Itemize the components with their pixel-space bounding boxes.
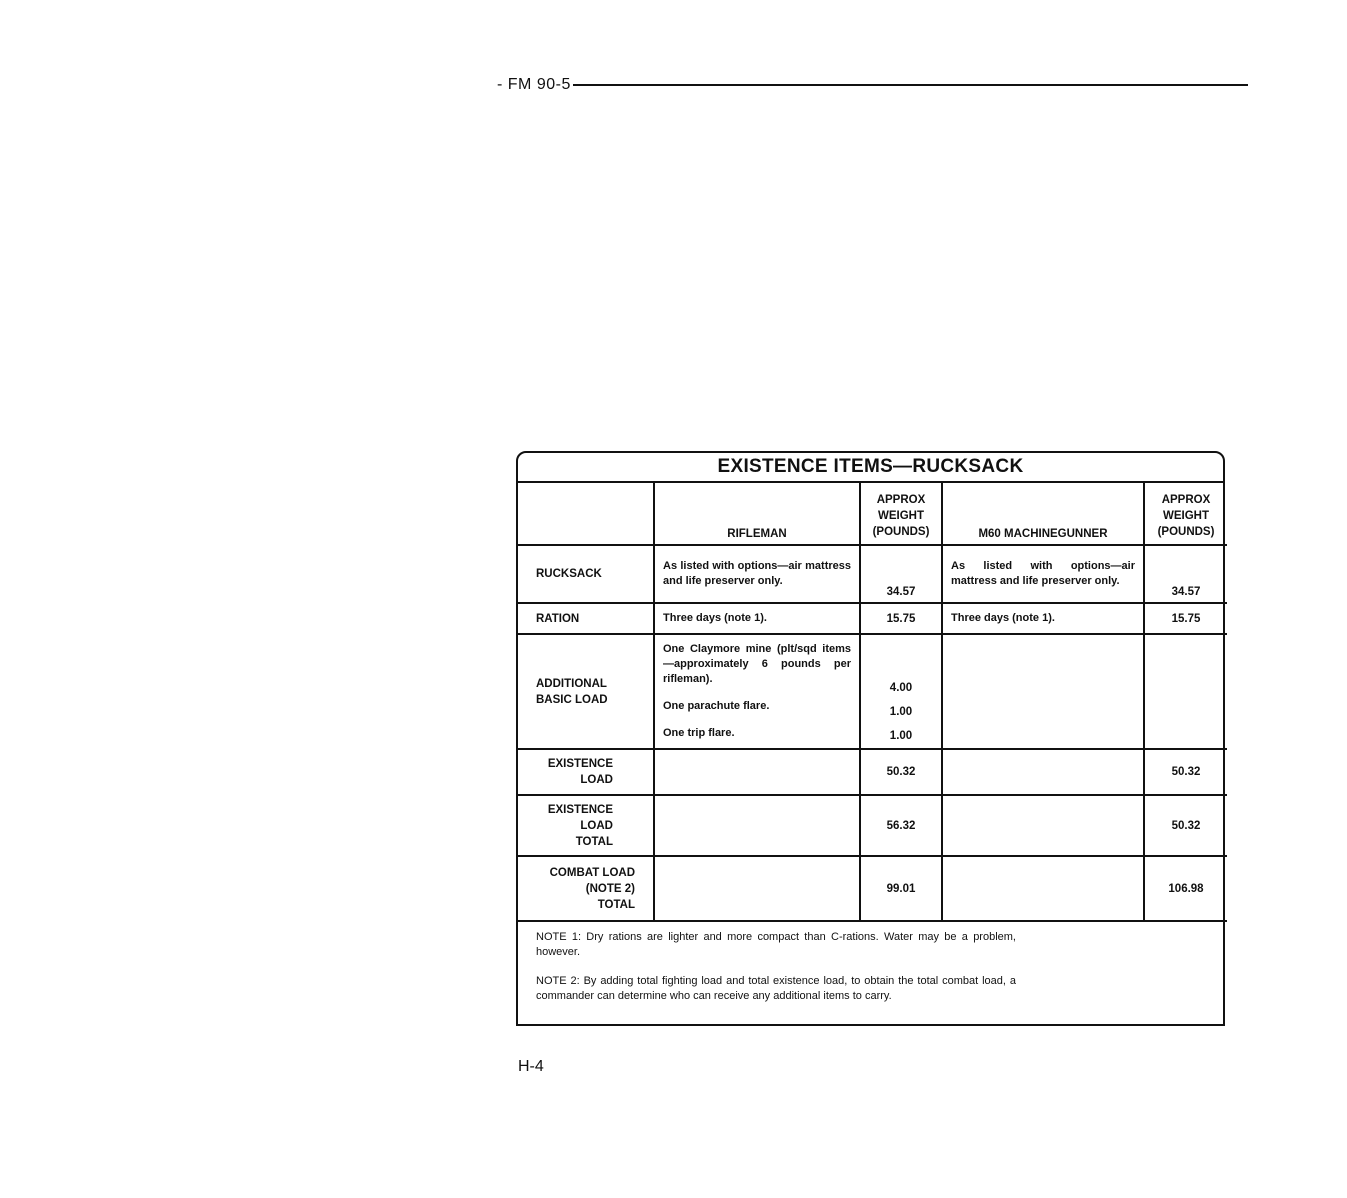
table-row	[518, 603, 1227, 634]
note-1: NOTE 1: Dry rations are lighter and more compact than C-rations. Water may be a problem, however.	[536, 931, 1016, 958]
additional-item-1-weight: 4.00	[889, 682, 913, 694]
ration-rifleman-desc: Three days (note 1).	[654, 603, 860, 634]
existence-load-gunner-weight: 50.32	[1144, 749, 1227, 795]
row-label-rucksack: RUCKSACK	[518, 545, 654, 603]
additional-item-3-desc: One trip flare.	[663, 727, 735, 739]
existence-total-rifleman-desc	[654, 795, 860, 856]
gunner-header: M60 MACHINEGUNNER	[942, 483, 1144, 545]
rucksack-rifleman-weight: 34.57	[860, 545, 942, 603]
table-notes	[518, 922, 1034, 1010]
ration-gunner-weight: 15.75	[1144, 603, 1227, 634]
table-row	[518, 749, 1227, 795]
existence-total-gunner-desc	[942, 795, 1144, 856]
existence-load-rifleman-weight: 50.32	[860, 749, 942, 795]
combat-load-rifleman-desc	[654, 856, 860, 921]
additional-item-2-weight: 1.00	[889, 706, 913, 718]
existence-load-gunner-desc	[942, 749, 1144, 795]
note-2: NOTE 2: By adding total fighting load and total existence load, to obtain the total combat load, a commander can determine who can receive any additional items to carry.	[536, 975, 1016, 1002]
row-label-ration: RATION	[518, 603, 654, 634]
row-label-existence-load: EXISTENCE LOAD	[518, 749, 654, 795]
existence-total-rifleman-weight: 56.32	[860, 795, 942, 856]
row-label-additional: ADDITIONAL BASIC LOAD	[518, 634, 654, 749]
weight-header-gunner: APPROX WEIGHT (POUNDS)	[1144, 483, 1227, 545]
page-number: H-4	[518, 1058, 544, 1075]
additional-item-3-weight: 1.00	[889, 730, 913, 742]
combat-load-rifleman-weight: 99.01	[860, 856, 942, 921]
combat-load-gunner-weight: 106.98	[1144, 856, 1227, 921]
additional-rifleman-desc	[654, 634, 860, 749]
additional-rifleman-weights	[860, 634, 942, 749]
page-header	[497, 75, 1248, 95]
additional-gunner-desc	[942, 634, 1144, 749]
existence-load-rifleman-desc	[654, 749, 860, 795]
row-label-existence-load-total: EXISTENCE LOAD TOTAL	[518, 795, 654, 856]
weight-header-rifleman: APPROX WEIGHT (POUNDS)	[860, 483, 942, 545]
table-grid	[518, 483, 1227, 922]
additional-item-2-desc: One parachute flare.	[663, 700, 770, 712]
table-header-row	[518, 483, 1227, 545]
ration-gunner-desc: Three days (note 1).	[942, 603, 1144, 634]
table-row	[518, 795, 1227, 856]
table-row	[518, 545, 1227, 603]
table-row	[518, 856, 1227, 921]
rucksack-gunner-desc: As listed with options—air mattress and life preserver only.	[942, 545, 1144, 603]
document-id: - FM 90-5	[497, 76, 571, 93]
additional-gunner-weight	[1144, 634, 1227, 749]
additional-item-1-desc: One Claymore mine (plt/sqd items—approximately 6 pounds per rifleman).	[663, 643, 851, 685]
rifleman-header: RIFLEMAN	[654, 483, 860, 545]
existence-total-gunner-weight: 50.32	[1144, 795, 1227, 856]
header-rule	[573, 84, 1248, 86]
table-row	[518, 634, 1227, 749]
table-title: EXISTENCE ITEMS—RUCKSACK	[518, 453, 1223, 483]
existence-items-table	[516, 451, 1225, 1026]
combat-load-gunner-desc	[942, 856, 1144, 921]
ration-rifleman-weight: 15.75	[860, 603, 942, 634]
rucksack-gunner-weight: 34.57	[1144, 545, 1227, 603]
rucksack-rifleman-desc: As listed with options—air mattress and life preserver only.	[654, 545, 860, 603]
empty-header-cell	[518, 483, 654, 545]
row-label-combat-load: COMBAT LOAD (NOTE 2) TOTAL	[518, 856, 654, 921]
